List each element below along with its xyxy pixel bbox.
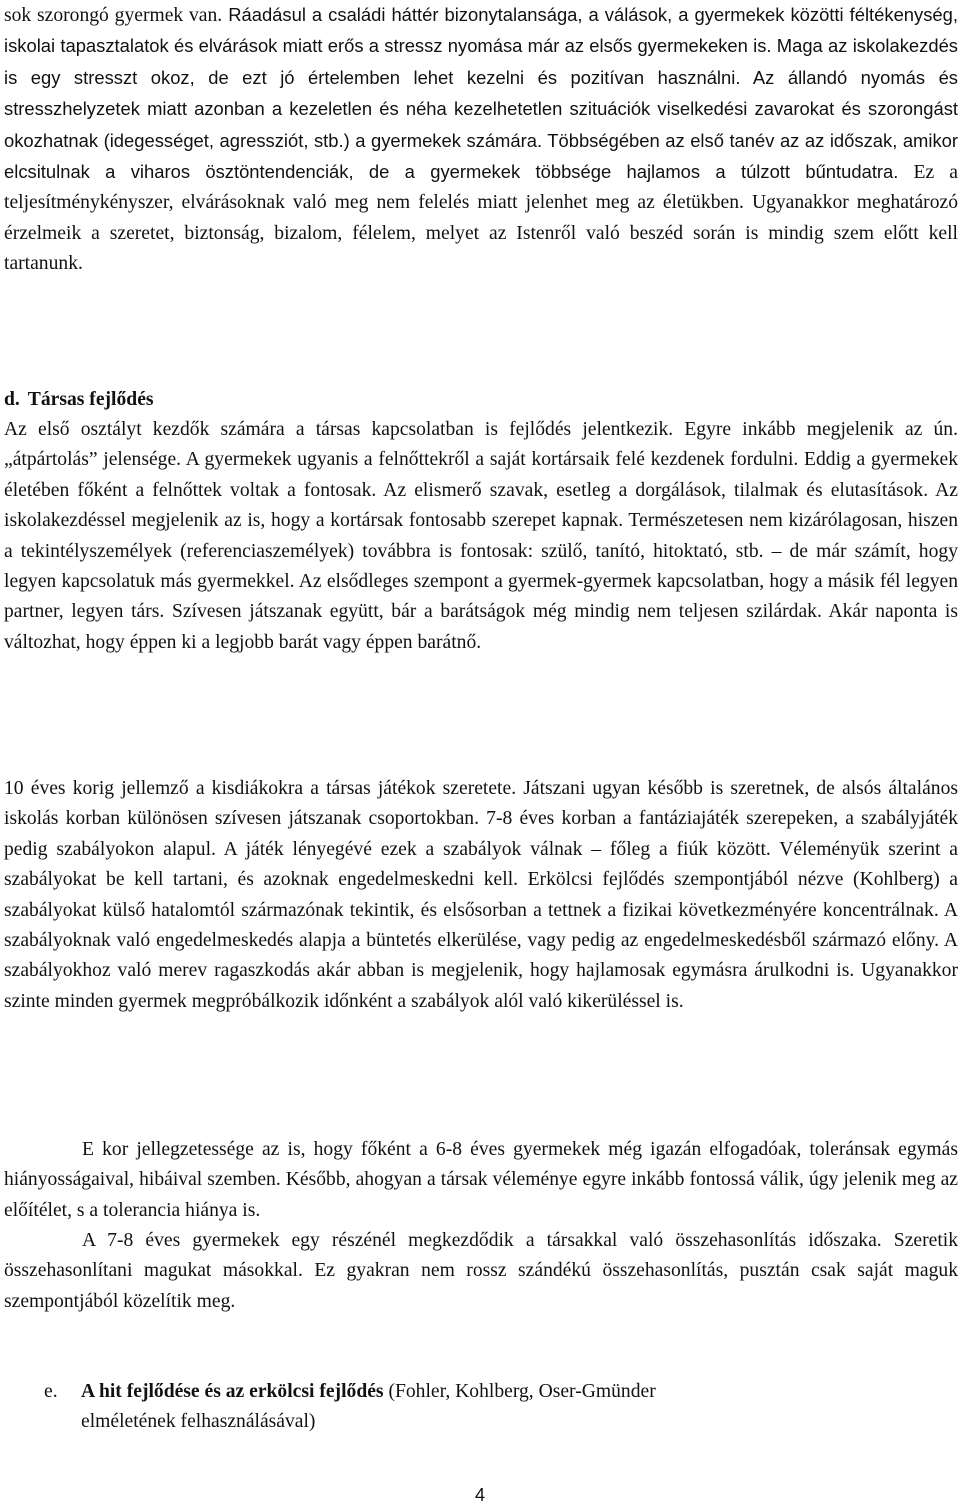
section-d-heading <box>4 385 904 415</box>
paragraph-social-development: Az első osztályt kezdők számára a társas kapcsolatban is fejlődés jelentkezik. Egyre inkább megjelenik az ún. „átpártolás” jelensége. A gyermekek ugyanis a felnőttekről a saját kortársaik felé kezdenek fordulni. Eddig a gyermekek életében főként a felnőttek voltak a fontosak. Az elismerő szavak, esetleg a dorgálások, tilalmak és elutasítások. Az iskolakezdéssel megjelenik az is, hogy a kortársak fontosabb szerepet kapnak. Természetesen nem kizárólagosan, hiszen a tekintélyszemélyek (referenciaszemélyek) továbbra is fontosak: szülő, tanító, hitoktató, stb. – de már számít, hogy legyen kapcsolatuk más gyermekkel. Az elsődleges szempont a gyermek-gyermek kapcsolatban, hogy a másik fél legyen partner, legyen társ. Szívesen játszanak együtt, bár a barátságok még mindig nem teljesen szilárdak. Akár naponta is változhat, hogy éppen ki a legjobb barát vagy éppen barátnő. <box>4 419 958 653</box>
page-number: 4 <box>474 1485 485 1505</box>
section-d-title: Társas fejlődés <box>27 389 154 410</box>
section-e-heading <box>44 1377 958 1438</box>
paragraph-stress-end: Ez a teljesítménykényszer, elvárásoknak való meg nem felelés miatt jelenhet meg az életükben. Ugyanakkor meghatározó érzelmeik a szeretet, biztonság, bizalom, félelem, melyet az Istenről való beszéd során is mindig szem előtt kell tartanunk. <box>4 162 958 275</box>
section-e-title: A hit fejlődése és az erkölcsi fejlődés <box>81 1381 384 1402</box>
paragraph-stress <box>4 0 958 280</box>
paragraph-tolerance: E kor jellegzetessége az is, hogy főként a 6-8 éves gyermekek még igazán elfogadóak, toleránsak egymás hiányosságaival, hibáival szemben. Később, ahogyan a társak véleménye egyre inkább fontossá válik, úgy jelenik meg az előítélet, s a tolerancia hiánya is. <box>4 1139 958 1221</box>
paragraph-games: 10 éves korig jellemző a kisdiákokra a társas játékok szeretete. Játszani ugyan később is szeretnek, de alsós általános iskolás korban különösen szívesen játszanak csoportokban. 7-8 éves korban a fantáziajáték szerepeken, a szabályjáték pedig szabályokon alapul. A játék lényegévé ezek a szabályok válnak – főleg a fiúk között. Véleményük szerint a szabályokat be kell tartani, és azoknak engedelmeskedni kell. Erkölcsi fejlődés szempontjából nézve (Kohlberg) a szabályokat külső hatalomtól származónak tekintik, és elsősorban a tettnek a fizikai következményére koncentrálnak. A szabályoknak való engedelmeskedés alapja a büntetés elkerülése, vagy pedig az engedelmeskedésből származó előny. A szabályokhoz való merev ragaszkodás akár abban is megjelenik, hogy hajlamosak egymásra árulkodni is. Ugyanakkor szinte minden gyermek megpróbálkozik időnként a szabályok alól való kikerüléssel is. <box>4 778 958 1012</box>
section-d-letter: d. <box>4 389 20 410</box>
section-e-subtitle-part1: (Fohler, Kohlberg, Oser-Gmünder <box>383 1381 656 1402</box>
section-e-subtitle-part2: elméletének felhasználásával) <box>81 1411 316 1433</box>
paragraph-comparison: A 7-8 éves gyermekek egy részénél megkezdődik a társakkal való összehasonlítás időszaka. Szeretik összehasonlítani magukat másokkal. Ez gyakran nem rossz szándékú összehasonlítás, pusztán csak saját maguk szempontjából közelítik meg. <box>4 1230 958 1312</box>
paragraph-stress-middle: Ráadásul a családi háttér bizonytalansága, a válások, a gyermekek közötti féltékenység, iskolai tapasztalatok és elvárások miatt erős a stressz nyomása már az elsős gyermekeken is. Maga az iskolakezdés is egy stresszt okoz, de ezt jó értelemben lehet kezelni és pozitívan használni. Az állandó nyomás és stresszhelyzetek miatt azonban a kezeletlen és néha kezelhetetlen szituációk viselkedési zavarokat és szorongást okozhatnak (idegességet, agressziót, stb.) a gyermekek számára. Többségében az első tanév az az időszak, amikor elcsitulnak a viharos ösztöntendenciák, de a gyermekek többsége hajlamos a túlzott bűntudatra. <box>4 4 958 183</box>
paragraph-stress-lead: sok szorongó gyermek van. <box>4 5 223 26</box>
section-e-letter: e. <box>44 1381 58 1402</box>
